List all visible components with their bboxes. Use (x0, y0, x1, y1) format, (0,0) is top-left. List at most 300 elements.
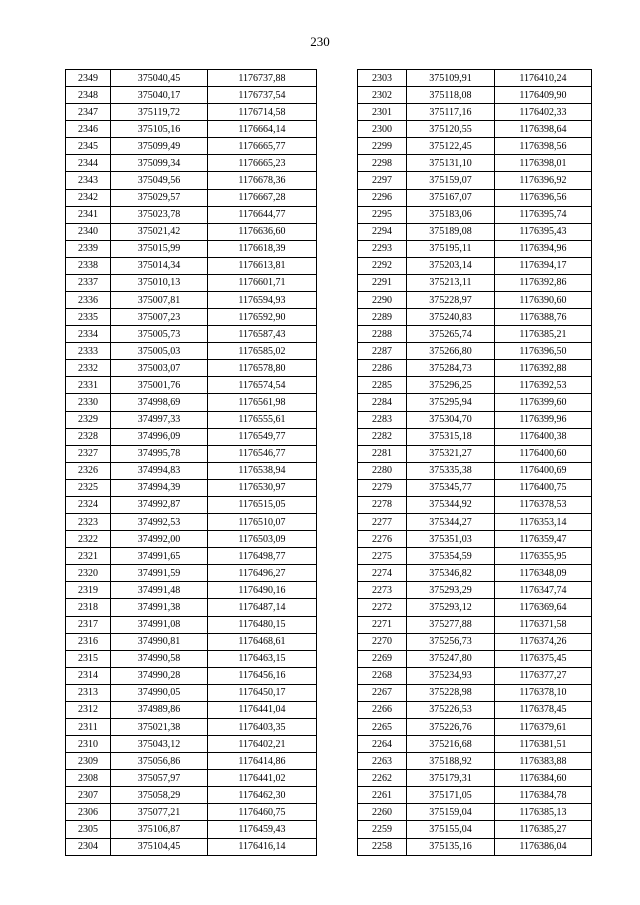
y-coordinate-cell: 1176377,27 (495, 667, 592, 684)
x-coordinate-cell: 375240,83 (407, 309, 495, 326)
x-coordinate-cell: 375345,77 (407, 479, 495, 496)
point-number-cell: 2307 (66, 787, 111, 804)
x-coordinate-cell: 375120,55 (407, 121, 495, 138)
x-coordinate-cell: 375226,76 (407, 718, 495, 735)
x-coordinate-cell: 375344,27 (407, 514, 495, 531)
y-coordinate-cell: 1176386,04 (495, 838, 592, 855)
y-coordinate-cell: 1176398,56 (495, 138, 592, 155)
table-row (358, 138, 592, 155)
table-row (66, 753, 317, 770)
table-row (66, 565, 317, 582)
y-coordinate-cell: 1176594,93 (208, 292, 317, 309)
point-number-cell: 2264 (358, 736, 407, 753)
y-coordinate-cell: 1176463,15 (208, 650, 317, 667)
point-number-cell: 2342 (66, 189, 111, 206)
table-row (66, 770, 317, 787)
x-coordinate-cell: 374992,87 (111, 496, 208, 513)
table-row (66, 548, 317, 565)
table-row (66, 684, 317, 701)
y-coordinate-cell: 1176414,86 (208, 753, 317, 770)
point-number-cell: 2318 (66, 599, 111, 616)
table-row (358, 462, 592, 479)
table-row (66, 462, 317, 479)
y-coordinate-cell: 1176585,02 (208, 343, 317, 360)
y-coordinate-cell: 1176618,39 (208, 240, 317, 257)
x-coordinate-cell: 375135,16 (407, 838, 495, 855)
x-coordinate-cell: 375155,04 (407, 821, 495, 838)
table-row (66, 479, 317, 496)
point-number-cell: 2263 (358, 753, 407, 770)
table-row (358, 121, 592, 138)
x-coordinate-cell: 375005,03 (111, 343, 208, 360)
x-coordinate-cell: 375256,73 (407, 633, 495, 650)
point-number-cell: 2313 (66, 684, 111, 701)
x-coordinate-cell: 375354,59 (407, 548, 495, 565)
table-row (358, 155, 592, 172)
point-number-cell: 2293 (358, 240, 407, 257)
x-coordinate-cell: 375234,93 (407, 667, 495, 684)
y-coordinate-cell: 1176395,43 (495, 223, 592, 240)
y-coordinate-cell: 1176530,97 (208, 479, 317, 496)
table-row (358, 548, 592, 565)
point-number-cell: 2328 (66, 428, 111, 445)
point-number-cell: 2310 (66, 736, 111, 753)
x-coordinate-cell: 375040,17 (111, 87, 208, 104)
y-coordinate-cell: 1176737,54 (208, 87, 317, 104)
table-row (358, 650, 592, 667)
x-coordinate-cell: 375003,07 (111, 360, 208, 377)
table-body (358, 70, 592, 856)
table-row (66, 360, 317, 377)
y-coordinate-cell: 1176578,80 (208, 360, 317, 377)
x-coordinate-cell: 374991,38 (111, 599, 208, 616)
y-coordinate-cell: 1176456,16 (208, 667, 317, 684)
y-coordinate-cell: 1176665,23 (208, 155, 317, 172)
point-number-cell: 2325 (66, 479, 111, 496)
point-number-cell: 2312 (66, 701, 111, 718)
point-number-cell: 2282 (358, 428, 407, 445)
x-coordinate-cell: 374990,05 (111, 684, 208, 701)
y-coordinate-cell: 1176390,60 (495, 292, 592, 309)
y-coordinate-cell: 1176396,92 (495, 172, 592, 189)
y-coordinate-cell: 1176592,90 (208, 309, 317, 326)
table-row (66, 787, 317, 804)
x-coordinate-cell: 375213,11 (407, 274, 495, 291)
point-number-cell: 2305 (66, 821, 111, 838)
table-row (66, 189, 317, 206)
y-coordinate-cell: 1176396,56 (495, 189, 592, 206)
table-row (66, 718, 317, 735)
table-row (358, 753, 592, 770)
point-number-cell: 2289 (358, 309, 407, 326)
x-coordinate-cell: 375216,68 (407, 736, 495, 753)
y-coordinate-cell: 1176490,16 (208, 582, 317, 599)
table-row (66, 736, 317, 753)
x-coordinate-cell: 375296,25 (407, 377, 495, 394)
table-row (358, 360, 592, 377)
point-number-cell: 2343 (66, 172, 111, 189)
x-coordinate-cell: 375040,45 (111, 70, 208, 87)
table-row (358, 445, 592, 462)
y-coordinate-cell: 1176665,77 (208, 138, 317, 155)
point-number-cell: 2285 (358, 377, 407, 394)
table-row (66, 804, 317, 821)
point-number-cell: 2339 (66, 240, 111, 257)
x-coordinate-cell: 375188,92 (407, 753, 495, 770)
point-number-cell: 2344 (66, 155, 111, 172)
x-coordinate-cell: 375029,57 (111, 189, 208, 206)
y-coordinate-cell: 1176498,77 (208, 548, 317, 565)
y-coordinate-cell: 1176409,90 (495, 87, 592, 104)
point-number-cell: 2337 (66, 274, 111, 291)
table-row (358, 633, 592, 650)
table-row (358, 496, 592, 513)
point-number-cell: 2315 (66, 650, 111, 667)
x-coordinate-cell: 375099,49 (111, 138, 208, 155)
y-coordinate-cell: 1176392,53 (495, 377, 592, 394)
y-coordinate-cell: 1176394,17 (495, 257, 592, 274)
point-number-cell: 2345 (66, 138, 111, 155)
point-number-cell: 2302 (358, 87, 407, 104)
point-number-cell: 2286 (358, 360, 407, 377)
x-coordinate-cell: 375021,42 (111, 223, 208, 240)
y-coordinate-cell: 1176395,74 (495, 206, 592, 223)
point-number-cell: 2303 (358, 70, 407, 87)
table-row (66, 667, 317, 684)
table-row (66, 428, 317, 445)
x-coordinate-cell: 375228,97 (407, 292, 495, 309)
point-number-cell: 2262 (358, 770, 407, 787)
x-coordinate-cell: 374990,58 (111, 650, 208, 667)
table-row (66, 292, 317, 309)
point-number-cell: 2287 (358, 343, 407, 360)
x-coordinate-cell: 374991,48 (111, 582, 208, 599)
table-row (66, 206, 317, 223)
x-coordinate-cell: 375023,78 (111, 206, 208, 223)
x-coordinate-cell: 375122,45 (407, 138, 495, 155)
point-number-cell: 2347 (66, 104, 111, 121)
table-row (358, 172, 592, 189)
y-coordinate-cell: 1176737,88 (208, 70, 317, 87)
y-coordinate-cell: 1176402,33 (495, 104, 592, 121)
table-row (66, 377, 317, 394)
point-number-cell: 2269 (358, 650, 407, 667)
table-row (66, 411, 317, 428)
y-coordinate-cell: 1176561,98 (208, 394, 317, 411)
x-coordinate-cell: 375119,72 (111, 104, 208, 121)
table-row (358, 599, 592, 616)
point-number-cell: 2329 (66, 411, 111, 428)
y-coordinate-cell: 1176402,21 (208, 736, 317, 753)
x-coordinate-cell: 374990,81 (111, 633, 208, 650)
table-row (358, 565, 592, 582)
point-number-cell: 2279 (358, 479, 407, 496)
y-coordinate-cell: 1176347,74 (495, 582, 592, 599)
x-coordinate-cell: 374994,83 (111, 462, 208, 479)
y-coordinate-cell: 1176384,78 (495, 787, 592, 804)
point-number-cell: 2277 (358, 514, 407, 531)
y-coordinate-cell: 1176587,43 (208, 326, 317, 343)
point-number-cell: 2274 (358, 565, 407, 582)
y-coordinate-cell: 1176385,27 (495, 821, 592, 838)
table-row (66, 155, 317, 172)
table-row (66, 821, 317, 838)
x-coordinate-cell: 375007,23 (111, 309, 208, 326)
point-number-cell: 2326 (66, 462, 111, 479)
point-number-cell: 2288 (358, 326, 407, 343)
table-row (66, 343, 317, 360)
y-coordinate-cell: 1176549,77 (208, 428, 317, 445)
x-coordinate-cell: 375010,13 (111, 274, 208, 291)
x-coordinate-cell: 375293,29 (407, 582, 495, 599)
table-row (66, 650, 317, 667)
x-coordinate-cell: 375189,08 (407, 223, 495, 240)
point-number-cell: 2270 (358, 633, 407, 650)
table-row (358, 736, 592, 753)
x-coordinate-cell: 375344,92 (407, 496, 495, 513)
table-row (66, 701, 317, 718)
point-number-cell: 2259 (358, 821, 407, 838)
y-coordinate-cell: 1176487,14 (208, 599, 317, 616)
y-coordinate-cell: 1176664,14 (208, 121, 317, 138)
table-row (358, 787, 592, 804)
x-coordinate-cell: 375007,81 (111, 292, 208, 309)
table-row (358, 104, 592, 121)
point-number-cell: 2297 (358, 172, 407, 189)
point-number-cell: 2300 (358, 121, 407, 138)
coordinates-table-left (65, 69, 317, 856)
x-coordinate-cell: 375266,80 (407, 343, 495, 360)
y-coordinate-cell: 1176644,77 (208, 206, 317, 223)
x-coordinate-cell: 375247,80 (407, 650, 495, 667)
y-coordinate-cell: 1176375,45 (495, 650, 592, 667)
y-coordinate-cell: 1176355,95 (495, 548, 592, 565)
x-coordinate-cell: 374995,78 (111, 445, 208, 462)
y-coordinate-cell: 1176450,17 (208, 684, 317, 701)
point-number-cell: 2266 (358, 701, 407, 718)
x-coordinate-cell: 375014,34 (111, 257, 208, 274)
point-number-cell: 2308 (66, 770, 111, 787)
point-number-cell: 2346 (66, 121, 111, 138)
y-coordinate-cell: 1176381,51 (495, 736, 592, 753)
y-coordinate-cell: 1176678,36 (208, 172, 317, 189)
y-coordinate-cell: 1176441,04 (208, 701, 317, 718)
x-coordinate-cell: 375171,05 (407, 787, 495, 804)
x-coordinate-cell: 374992,53 (111, 514, 208, 531)
y-coordinate-cell: 1176496,27 (208, 565, 317, 582)
table-body (66, 70, 317, 856)
x-coordinate-cell: 375195,11 (407, 240, 495, 257)
x-coordinate-cell: 375167,07 (407, 189, 495, 206)
y-coordinate-cell: 1176385,21 (495, 326, 592, 343)
x-coordinate-cell: 375315,18 (407, 428, 495, 445)
table-row (66, 514, 317, 531)
y-coordinate-cell: 1176538,94 (208, 462, 317, 479)
y-coordinate-cell: 1176416,14 (208, 838, 317, 855)
y-coordinate-cell: 1176714,58 (208, 104, 317, 121)
point-number-cell: 2309 (66, 753, 111, 770)
point-number-cell: 2301 (358, 104, 407, 121)
x-coordinate-cell: 375015,99 (111, 240, 208, 257)
x-coordinate-cell: 375277,88 (407, 616, 495, 633)
x-coordinate-cell: 375077,21 (111, 804, 208, 821)
x-coordinate-cell: 375335,38 (407, 462, 495, 479)
table-row (66, 394, 317, 411)
table-row (66, 616, 317, 633)
table-row (66, 274, 317, 291)
point-number-cell: 2268 (358, 667, 407, 684)
table-row (358, 821, 592, 838)
point-number-cell: 2323 (66, 514, 111, 531)
point-number-cell: 2334 (66, 326, 111, 343)
table-row (358, 479, 592, 496)
y-coordinate-cell: 1176515,05 (208, 496, 317, 513)
y-coordinate-cell: 1176388,76 (495, 309, 592, 326)
table-row (66, 582, 317, 599)
x-coordinate-cell: 375346,82 (407, 565, 495, 582)
point-number-cell: 2335 (66, 309, 111, 326)
y-coordinate-cell: 1176378,45 (495, 701, 592, 718)
x-coordinate-cell: 375109,91 (407, 70, 495, 87)
table-row (358, 428, 592, 445)
y-coordinate-cell: 1176441,02 (208, 770, 317, 787)
y-coordinate-cell: 1176398,01 (495, 155, 592, 172)
point-number-cell: 2338 (66, 257, 111, 274)
x-coordinate-cell: 375293,12 (407, 599, 495, 616)
x-coordinate-cell: 375021,38 (111, 718, 208, 735)
table-row (66, 70, 317, 87)
x-coordinate-cell: 374998,69 (111, 394, 208, 411)
x-coordinate-cell: 374990,28 (111, 667, 208, 684)
x-coordinate-cell: 375104,45 (111, 838, 208, 855)
x-coordinate-cell: 374991,08 (111, 616, 208, 633)
y-coordinate-cell: 1176503,09 (208, 531, 317, 548)
y-coordinate-cell: 1176574,54 (208, 377, 317, 394)
x-coordinate-cell: 375131,10 (407, 155, 495, 172)
x-coordinate-cell: 375321,27 (407, 445, 495, 462)
x-coordinate-cell: 375117,16 (407, 104, 495, 121)
point-number-cell: 2291 (358, 274, 407, 291)
y-coordinate-cell: 1176555,61 (208, 411, 317, 428)
point-number-cell: 2267 (358, 684, 407, 701)
table-row (66, 87, 317, 104)
x-coordinate-cell: 374994,39 (111, 479, 208, 496)
page-number: 230 (310, 34, 330, 49)
y-coordinate-cell: 1176468,61 (208, 633, 317, 650)
y-coordinate-cell: 1176636,60 (208, 223, 317, 240)
table-row (358, 531, 592, 548)
table-row (66, 223, 317, 240)
table-row (66, 138, 317, 155)
y-coordinate-cell: 1176400,60 (495, 445, 592, 462)
x-coordinate-cell: 375179,31 (407, 770, 495, 787)
y-coordinate-cell: 1176403,35 (208, 718, 317, 735)
point-number-cell: 2322 (66, 531, 111, 548)
y-coordinate-cell: 1176400,69 (495, 462, 592, 479)
x-coordinate-cell: 375295,94 (407, 394, 495, 411)
point-number-cell: 2273 (358, 582, 407, 599)
point-number-cell: 2333 (66, 343, 111, 360)
table-row (358, 838, 592, 855)
y-coordinate-cell: 1176353,14 (495, 514, 592, 531)
x-coordinate-cell: 375183,06 (407, 206, 495, 223)
table-row (358, 701, 592, 718)
table-row (66, 309, 317, 326)
y-coordinate-cell: 1176399,96 (495, 411, 592, 428)
y-coordinate-cell: 1176359,47 (495, 531, 592, 548)
table-row (66, 599, 317, 616)
table-row (66, 838, 317, 855)
point-number-cell: 2327 (66, 445, 111, 462)
point-number-cell: 2292 (358, 257, 407, 274)
table-row (358, 70, 592, 87)
table-row (358, 292, 592, 309)
point-number-cell: 2330 (66, 394, 111, 411)
y-coordinate-cell: 1176378,53 (495, 496, 592, 513)
y-coordinate-cell: 1176384,60 (495, 770, 592, 787)
point-number-cell: 2340 (66, 223, 111, 240)
y-coordinate-cell: 1176348,09 (495, 565, 592, 582)
x-coordinate-cell: 374989,86 (111, 701, 208, 718)
y-coordinate-cell: 1176396,50 (495, 343, 592, 360)
point-number-cell: 2278 (358, 496, 407, 513)
table-row (358, 240, 592, 257)
table-row (66, 496, 317, 513)
point-number-cell: 2283 (358, 411, 407, 428)
point-number-cell: 2260 (358, 804, 407, 821)
table-row (66, 531, 317, 548)
table-row (66, 172, 317, 189)
y-coordinate-cell: 1176462,30 (208, 787, 317, 804)
table-row (358, 411, 592, 428)
table-row (358, 582, 592, 599)
table-row (358, 309, 592, 326)
point-number-cell: 2319 (66, 582, 111, 599)
point-number-cell: 2296 (358, 189, 407, 206)
x-coordinate-cell: 375203,14 (407, 257, 495, 274)
y-coordinate-cell: 1176601,71 (208, 274, 317, 291)
point-number-cell: 2320 (66, 565, 111, 582)
y-coordinate-cell: 1176459,43 (208, 821, 317, 838)
point-number-cell: 2281 (358, 445, 407, 462)
x-coordinate-cell: 375058,29 (111, 787, 208, 804)
x-coordinate-cell: 374992,00 (111, 531, 208, 548)
point-number-cell: 2280 (358, 462, 407, 479)
table-row (66, 326, 317, 343)
y-coordinate-cell: 1176613,81 (208, 257, 317, 274)
table-row (358, 206, 592, 223)
point-number-cell: 2284 (358, 394, 407, 411)
x-coordinate-cell: 375106,87 (111, 821, 208, 838)
x-coordinate-cell: 375159,04 (407, 804, 495, 821)
x-coordinate-cell: 375265,74 (407, 326, 495, 343)
point-number-cell: 2311 (66, 718, 111, 735)
x-coordinate-cell: 375118,08 (407, 87, 495, 104)
table-row (66, 633, 317, 650)
y-coordinate-cell: 1176410,24 (495, 70, 592, 87)
x-coordinate-cell: 375159,07 (407, 172, 495, 189)
x-coordinate-cell: 375099,34 (111, 155, 208, 172)
table-row (358, 274, 592, 291)
y-coordinate-cell: 1176369,64 (495, 599, 592, 616)
x-coordinate-cell: 375049,56 (111, 172, 208, 189)
table-row (358, 377, 592, 394)
point-number-cell: 2295 (358, 206, 407, 223)
y-coordinate-cell: 1176378,10 (495, 684, 592, 701)
point-number-cell: 2336 (66, 292, 111, 309)
table-row (358, 87, 592, 104)
x-coordinate-cell: 375228,98 (407, 684, 495, 701)
